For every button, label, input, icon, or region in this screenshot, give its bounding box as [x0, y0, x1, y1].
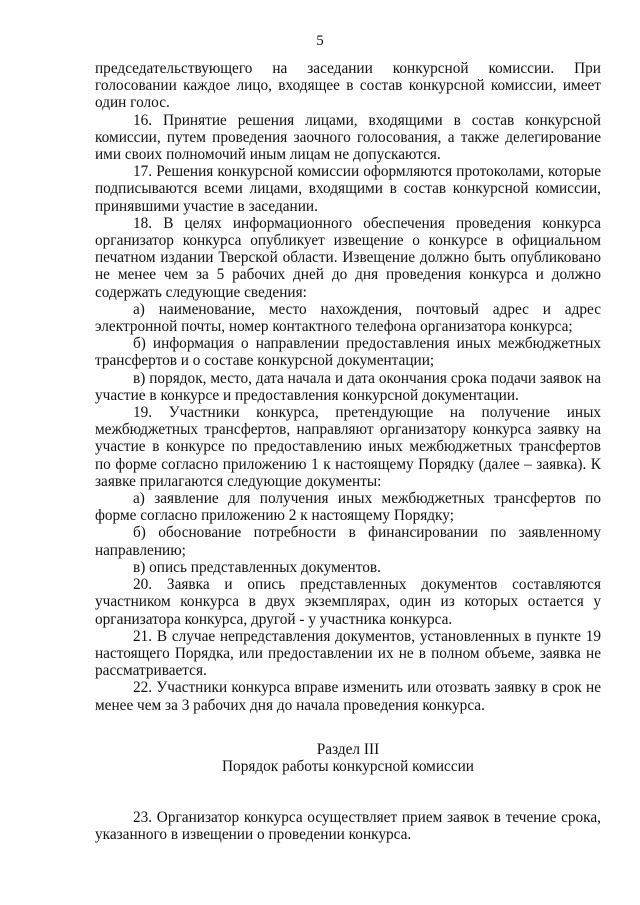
- paragraph-22: 22. Участники конкурса вправе изменить или отозвать заявку в срок не менее чем за 3 рабочих дня до начала проведения конкурса.: [95, 679, 601, 714]
- paragraph-18: 18. В целях информационного обеспечения проведения конкурса организатор конкурса опубликует извещение о конкурсе в официальном печатном издании Тверской области. Извещение должно быть опубликовано не менее чем за 5 рабочих дней до дня проведения конкурса и должно содержать следующие сведения:: [95, 214, 601, 301]
- paragraph-19-item-b: б) обоснование потребности в финансировании по заявленному направлению;: [95, 524, 601, 559]
- paragraph-18-item-c: в) порядок, место, дата начала и дата окончания срока подачи заявок на участие в конкурсе и предоставления конкурсной документации.: [95, 369, 601, 404]
- section-title: Порядок работы конкурсной комиссии: [222, 757, 474, 775]
- paragraph-17: 17. Решения конкурсной комиссии оформляются протоколами, которые подписываются всеми лицами, входящими в состав конкурсной комиссии, принявшими участие в заседании.: [95, 163, 601, 215]
- paragraph-19-item-c: в) опись представленных документов.: [133, 558, 381, 576]
- paragraph-18-item-a: а) наименование, место нахождения, почтовый адрес и адрес электронной почты, номер контактного телефона организатора конкурса;: [95, 300, 601, 336]
- paragraph-21: 21. В случае непредставления документов, установленных в пункте 19 настоящего Порядка, или предоставлении их не в полном объеме, заявка не рассматривается.: [95, 627, 601, 680]
- spacer: [95, 775, 601, 809]
- paragraph-20: 20. Заявка и опись представленных документов составляются участником конкурса в двух экземплярах, один из которых остается у организатора конкурса, другой - у участника конкурса.: [95, 576, 601, 628]
- spacer: [95, 714, 601, 741]
- document-body: [95, 60, 601, 844]
- paragraph-19-item-a: а) заявление для получения иных межбюджетных трансфертов по форме согласно приложению 2 к настоящему Порядку;: [95, 490, 601, 525]
- paragraph-18-item-b: б) информация о направлении предоставления иных межбюджетных трансфертов и о составе конкурсной документации;: [95, 335, 601, 370]
- paragraph-15-continued: председательствующего на заседании конкурсной комиссии. При голосовании каждое лицо, входящее в состав конкурсной комиссии, имеет один голос.: [95, 60, 601, 112]
- page-number: 5: [316, 33, 324, 49]
- section-number: Раздел III: [316, 740, 380, 758]
- paragraph-23: 23. Организатор конкурса осуществляет прием заявок в течение срока, указанного в извещении о проведении конкурса.: [95, 809, 601, 844]
- paragraph-16: 16. Принятие решения лицами, входящими в состав конкурсной комиссии, путем проведения заочного голосования, а также делегирование ими своих полномочий иным лицам не допускаются.: [95, 111, 601, 164]
- paragraph-19: 19. Участники конкурса, претендующие на получение иных межбюджетных трансфертов, направляют организатору конкурса заявку на участие в конкурсе по предоставлению иных межбюджетных трансфертов по форме согласно приложению 1 к настоящему Порядку (далее – заявка). К заявке прилагаются следующие документы:: [95, 404, 601, 490]
